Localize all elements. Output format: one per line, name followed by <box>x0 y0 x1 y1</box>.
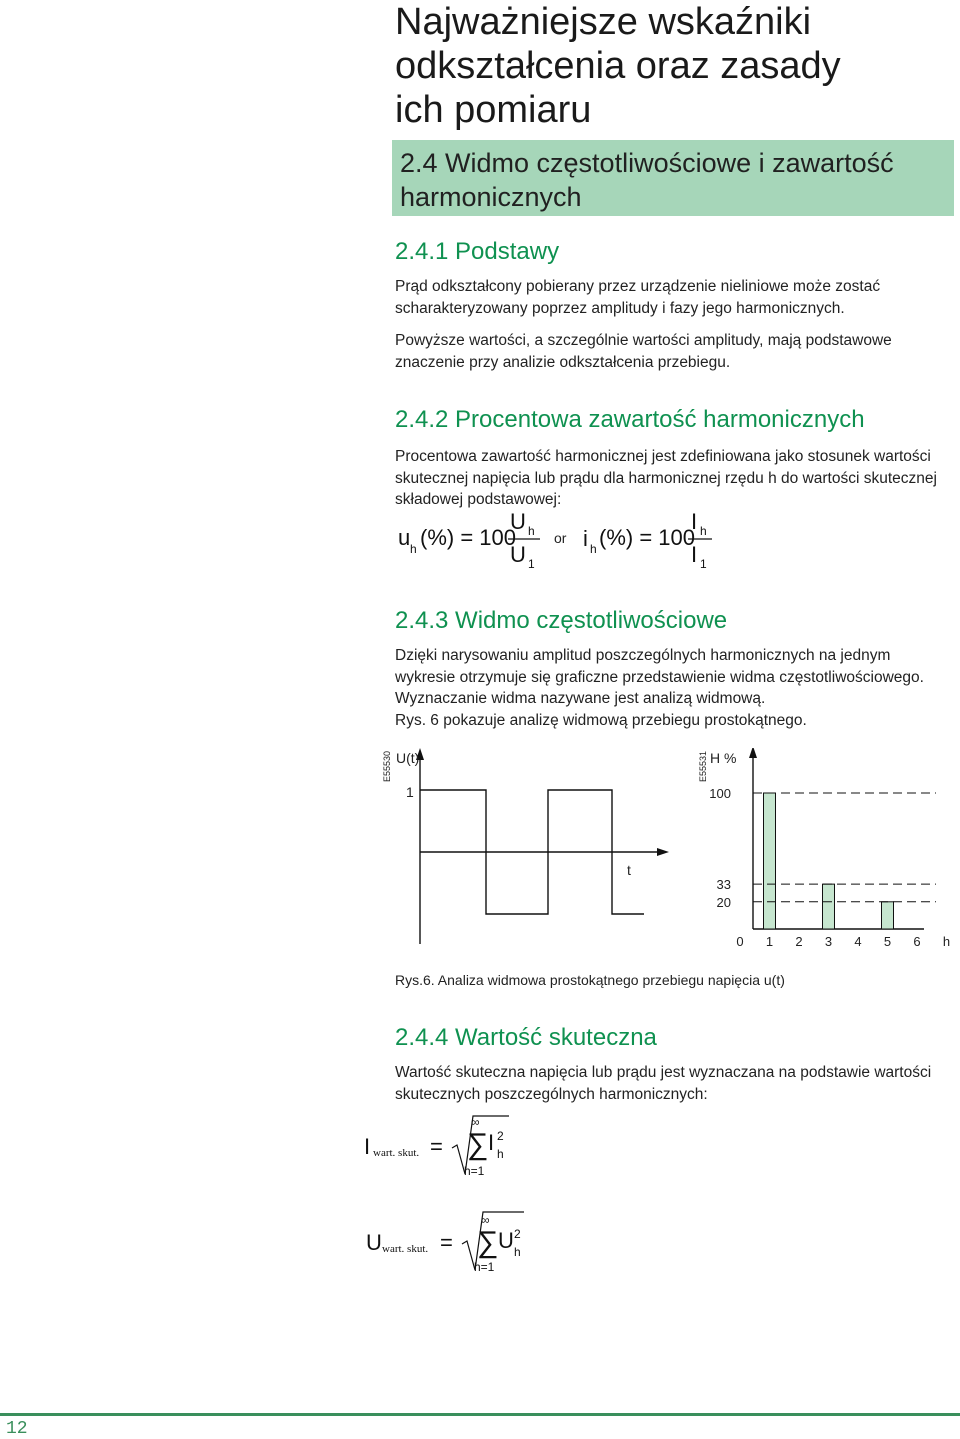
svg-text:i: i <box>583 526 588 551</box>
svg-text:h=1: h=1 <box>474 1260 495 1274</box>
spectrum-y-arrow <box>749 748 757 758</box>
subsection-2-4-1-paragraph-2 <box>395 330 955 373</box>
wave-level-label: 1 <box>406 784 414 800</box>
figure-code-left: E55530 <box>382 750 392 782</box>
rms-voltage-subscript: wart. skut. <box>382 1243 429 1255</box>
spectrum-bar <box>882 902 894 929</box>
figure-code-right: E55531 <box>698 750 708 782</box>
spectrum-x-tick-label: 2 <box>795 934 803 949</box>
svg-text:=: = <box>430 1134 443 1159</box>
paragraph-line: Rys. 6 pokazuje analizę widmową przebiegu prostokątnego. <box>395 711 807 729</box>
spectrum-y-label: H % <box>710 750 737 766</box>
spectrum-x-tick-label: 5 <box>883 934 892 949</box>
svg-text:h: h <box>410 542 417 556</box>
figure-caption: Rys.6. Analiza widmowa prostokątnego przebiegu napięcia u(t) <box>395 972 785 988</box>
paragraph-line: scharakteryzowany poprzez amplitudy i fazy jego harmonicznych. <box>395 299 845 317</box>
square-wave-plot <box>394 748 674 958</box>
svg-text:1: 1 <box>700 557 707 571</box>
subsection-2-4-4-paragraph <box>395 1062 955 1105</box>
rms-current-subscript: wart. skut. <box>373 1147 420 1159</box>
paragraph-line: składowej podstawowej: <box>395 491 562 508</box>
spectrum-y-tick-label: 20 <box>716 894 731 910</box>
svg-text:h: h <box>700 524 707 538</box>
paragraph-line: Prąd odkształcony pobierany przez urządzenie nieliniowe może zostać <box>395 278 881 295</box>
wave-x-arrow <box>657 848 669 856</box>
harmonic-percentage-formulas <box>398 508 728 580</box>
page-title-line-3: ich pomiaru <box>395 89 592 131</box>
paragraph-line: Dzięki narysowaniu amplitud poszczególnych harmonicznych na jednym <box>395 647 891 664</box>
svg-text:u: u <box>398 525 411 550</box>
subsection-2-4-2-title: 2.4.2 Procentowa zawartość harmonicznych <box>395 406 865 433</box>
spectrum-x-tick-label: h <box>942 934 951 949</box>
svg-text:(%) = 100: (%) = 100 <box>599 525 695 550</box>
subsection-2-4-2-paragraph <box>395 446 955 511</box>
svg-text:U: U <box>498 1228 514 1253</box>
spectrum-svg <box>704 748 956 954</box>
svg-text:I: I <box>691 509 698 534</box>
paragraph-line: skutecznej napięcia lub prądu dla harmonicznej rzędu h do wartości skutecznej <box>395 469 937 487</box>
page-title-line-1: Najważniejsze wskaźniki <box>395 1 812 43</box>
paragraph-line: Wyznaczanie widma nazywane jest analizą widmową. <box>395 690 766 707</box>
svg-text:∞: ∞ <box>481 1213 490 1227</box>
spectrum-x-tick-label: 0 <box>736 934 744 949</box>
svg-text:I: I <box>364 1134 371 1159</box>
svg-text:U: U <box>510 542 526 567</box>
spectrum-y-tick-label: 100 <box>709 786 731 801</box>
subsection-2-4-1-title: 2.4.1 Podstawy <box>395 238 560 265</box>
svg-text:1: 1 <box>528 557 535 571</box>
svg-text:U: U <box>366 1230 382 1255</box>
spectrum-y-tick-label: 33 <box>716 877 731 893</box>
svg-text:∑: ∑ <box>467 1128 489 1161</box>
section-title-line-2: harmonicznych <box>400 182 582 212</box>
subsection-2-4-1-paragraph-1 <box>395 276 955 319</box>
spectrum-x-tick-label: 3 <box>824 934 833 949</box>
paragraph-line: Wartość skuteczna napięcia lub prądu jest wyznaczana na podstawie wartości <box>395 1064 932 1081</box>
spectrum-x-tick-label: 1 <box>765 934 774 949</box>
svg-text:I: I <box>691 542 698 567</box>
rms-voltage-formula <box>366 1208 566 1280</box>
paragraph-line: wykresie otrzymuje się graficzne przedstawienie widma częstotliwościowego. <box>395 668 924 686</box>
subsection-2-4-4-title: 2.4.4 Wartość skuteczna <box>395 1024 657 1051</box>
svg-text:=: = <box>440 1230 453 1255</box>
formula-or-label: or <box>554 530 567 546</box>
spectrum-x-tick-label: 6 <box>913 934 921 949</box>
paragraph-line: znaczenie przy analizie odkształcenia przebiegu. <box>395 353 731 371</box>
section-title <box>400 146 894 214</box>
page-title-line-2: odkształcenia oraz zasady <box>395 45 841 87</box>
svg-text:2: 2 <box>514 1227 521 1241</box>
spectrum-bar <box>823 884 835 929</box>
spectrum-bar <box>764 793 776 929</box>
square-wave-svg <box>394 748 674 958</box>
paragraph-line: Powyższe wartości, a szczególnie wartości amplitudy, mają podstawowe <box>395 332 892 349</box>
svg-text:h: h <box>514 1245 521 1259</box>
paragraph-line: Procentowa zawartość harmonicznej jest zdefiniowana jako stosunek wartości <box>395 448 931 465</box>
subsection-2-4-3-paragraph <box>395 645 955 731</box>
spectrum-chart <box>704 748 956 954</box>
wave-y-label: U(t) <box>396 750 420 766</box>
svg-text:∞: ∞ <box>471 1115 480 1129</box>
footer-divider <box>0 1413 960 1416</box>
wave-x-label: t <box>627 862 631 878</box>
subsection-2-4-3-title: 2.4.3 Widmo częstotliwościowe <box>395 607 728 634</box>
page-number: 12 <box>6 1419 28 1439</box>
spectrum-x-tick-label: 4 <box>854 934 862 949</box>
rms-current-formula <box>364 1112 564 1184</box>
svg-text:I: I <box>488 1130 495 1155</box>
svg-text:∑: ∑ <box>477 1226 499 1259</box>
paragraph-line: skutecznych poszczególnych harmonicznych: <box>395 1085 708 1103</box>
svg-text:2: 2 <box>497 1129 504 1143</box>
page-title <box>395 0 955 132</box>
svg-text:(%) = 100: (%) = 100 <box>420 525 516 550</box>
svg-text:h: h <box>497 1147 504 1161</box>
svg-text:h: h <box>590 542 597 556</box>
section-title-line-1: 2.4 Widmo częstotliwościowe i zawartość <box>400 148 894 178</box>
svg-text:h: h <box>528 524 535 538</box>
svg-text:U: U <box>510 509 526 534</box>
section-band <box>392 140 954 216</box>
svg-text:h=1: h=1 <box>464 1164 485 1178</box>
